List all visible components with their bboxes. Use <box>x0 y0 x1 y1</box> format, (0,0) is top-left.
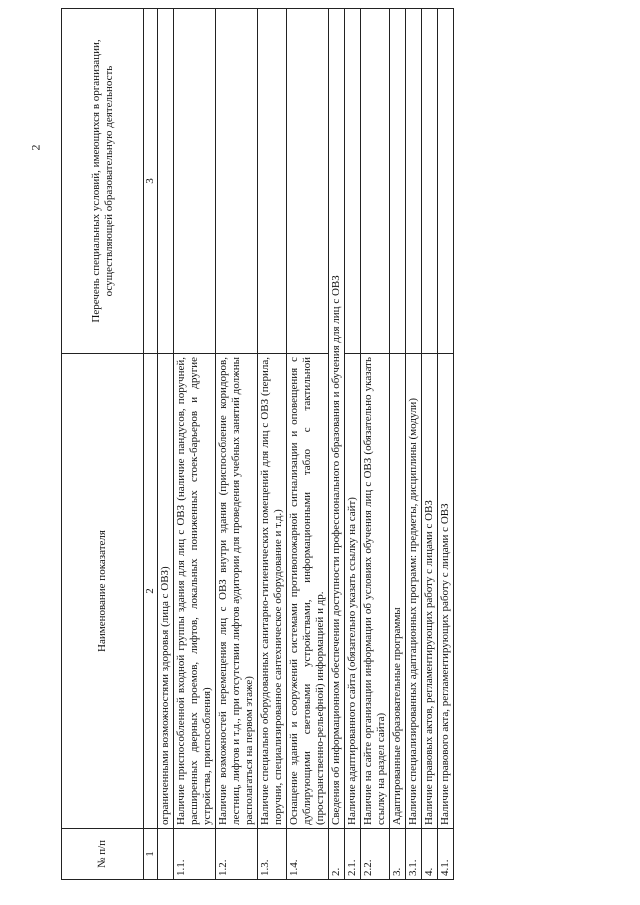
index-cell: 3 <box>144 9 158 354</box>
header-indicator: Наименование показателя <box>62 354 144 829</box>
row-number: 1.2. <box>216 829 258 880</box>
table-row <box>345 9 361 880</box>
table-row <box>158 9 174 880</box>
row-value <box>422 9 438 354</box>
table-row <box>361 9 390 880</box>
table-row <box>174 9 216 880</box>
table-row <box>287 9 329 880</box>
row-value <box>174 9 216 354</box>
rotated-sheet <box>61 30 576 880</box>
row-indicator: Оснащение зданий и сооружений системами противопожарной сигнализации и оповещения с дублирующими световыми устройствами, информационными табло с тактильной (пространственно-рельефной) информацией и др. <box>287 354 329 829</box>
row-indicator: Наличие приспособленной входной группы здания для лиц с ОВЗ (наличие пандусов, поручней, расширенных дверных проемов, лифтов, локальных пониженных стоек-барьеров и другие устройства, приспособления) <box>174 354 216 829</box>
row-indicator: Наличие специализированных адаптационных программ: предметы, дисциплины (модули) <box>406 354 422 829</box>
row-value <box>345 9 361 354</box>
row-number: 3. <box>390 829 406 880</box>
row-indicator: Наличие правового акта, регламентирующих работу с лицами с ОВЗ <box>438 354 454 829</box>
table-header-row <box>62 9 144 880</box>
row-indicator: Сведения об информационном обеспечении доступности профессионального образования и обучения для лиц с ОВЗ <box>329 9 345 829</box>
row-number: 1.4. <box>287 829 329 880</box>
row-value <box>390 9 406 354</box>
table-row-section <box>329 9 345 880</box>
row-number: 4. <box>422 829 438 880</box>
row-value <box>438 9 454 354</box>
table-index-row <box>144 9 158 880</box>
row-indicator: Наличие на сайте организации информации об условиях обучения лиц с ОВЗ (обязательно указать ссылку на раздел сайта) <box>361 354 390 829</box>
page-number: 2 <box>28 144 43 151</box>
row-number: 3.1. <box>406 829 422 880</box>
row-number: 2.2. <box>361 829 390 880</box>
row-number <box>158 829 174 880</box>
header-number: № п/п <box>62 829 144 880</box>
table-row <box>258 9 287 880</box>
table-row <box>390 9 406 880</box>
row-value <box>216 9 258 354</box>
table-row <box>438 9 454 880</box>
header-conditions: Перечень специальных условий, имеющихся в организации, осуществляющей образовательную деятельность <box>62 9 144 354</box>
conditions-table <box>61 8 454 880</box>
row-number: 1.3. <box>258 829 287 880</box>
row-indicator: Наличие возможностей перемещения лиц с ОВЗ внутри здания (приспособление коридоров, лестниц, лифтов и т.д., при отсутствии лифтов аудитории для проведения учебных занятий должны располагаться на первом этаже) <box>216 354 258 829</box>
row-indicator: Наличие правовых актов, регламентирующих работу с лицами с ОВЗ <box>422 354 438 829</box>
row-indicator: Адаптированные образовательные программы <box>390 354 406 829</box>
row-value <box>158 9 174 354</box>
row-value <box>361 9 390 354</box>
index-cell: 2 <box>144 354 158 829</box>
table-row <box>406 9 422 880</box>
row-number: 2.1. <box>345 829 361 880</box>
row-value <box>406 9 422 354</box>
row-indicator: ограниченными возможностями здоровья (лица с ОВЗ) <box>158 354 174 829</box>
table-row <box>422 9 438 880</box>
row-indicator: Наличие адаптированного сайта (обязательно указать ссылку на сайт) <box>345 354 361 829</box>
row-number: 4.1. <box>438 829 454 880</box>
row-indicator: Наличие специально оборудованных санитарно-гигиенических помещений для лиц с ОВЗ (перила, поручни, специализированное сантехническое оборудование и т.д.) <box>258 354 287 829</box>
table-row <box>216 9 258 880</box>
row-number: 1.1. <box>174 829 216 880</box>
index-cell: 1 <box>144 829 158 880</box>
row-number: 2. <box>329 829 345 880</box>
row-value <box>258 9 287 354</box>
row-value <box>287 9 329 354</box>
